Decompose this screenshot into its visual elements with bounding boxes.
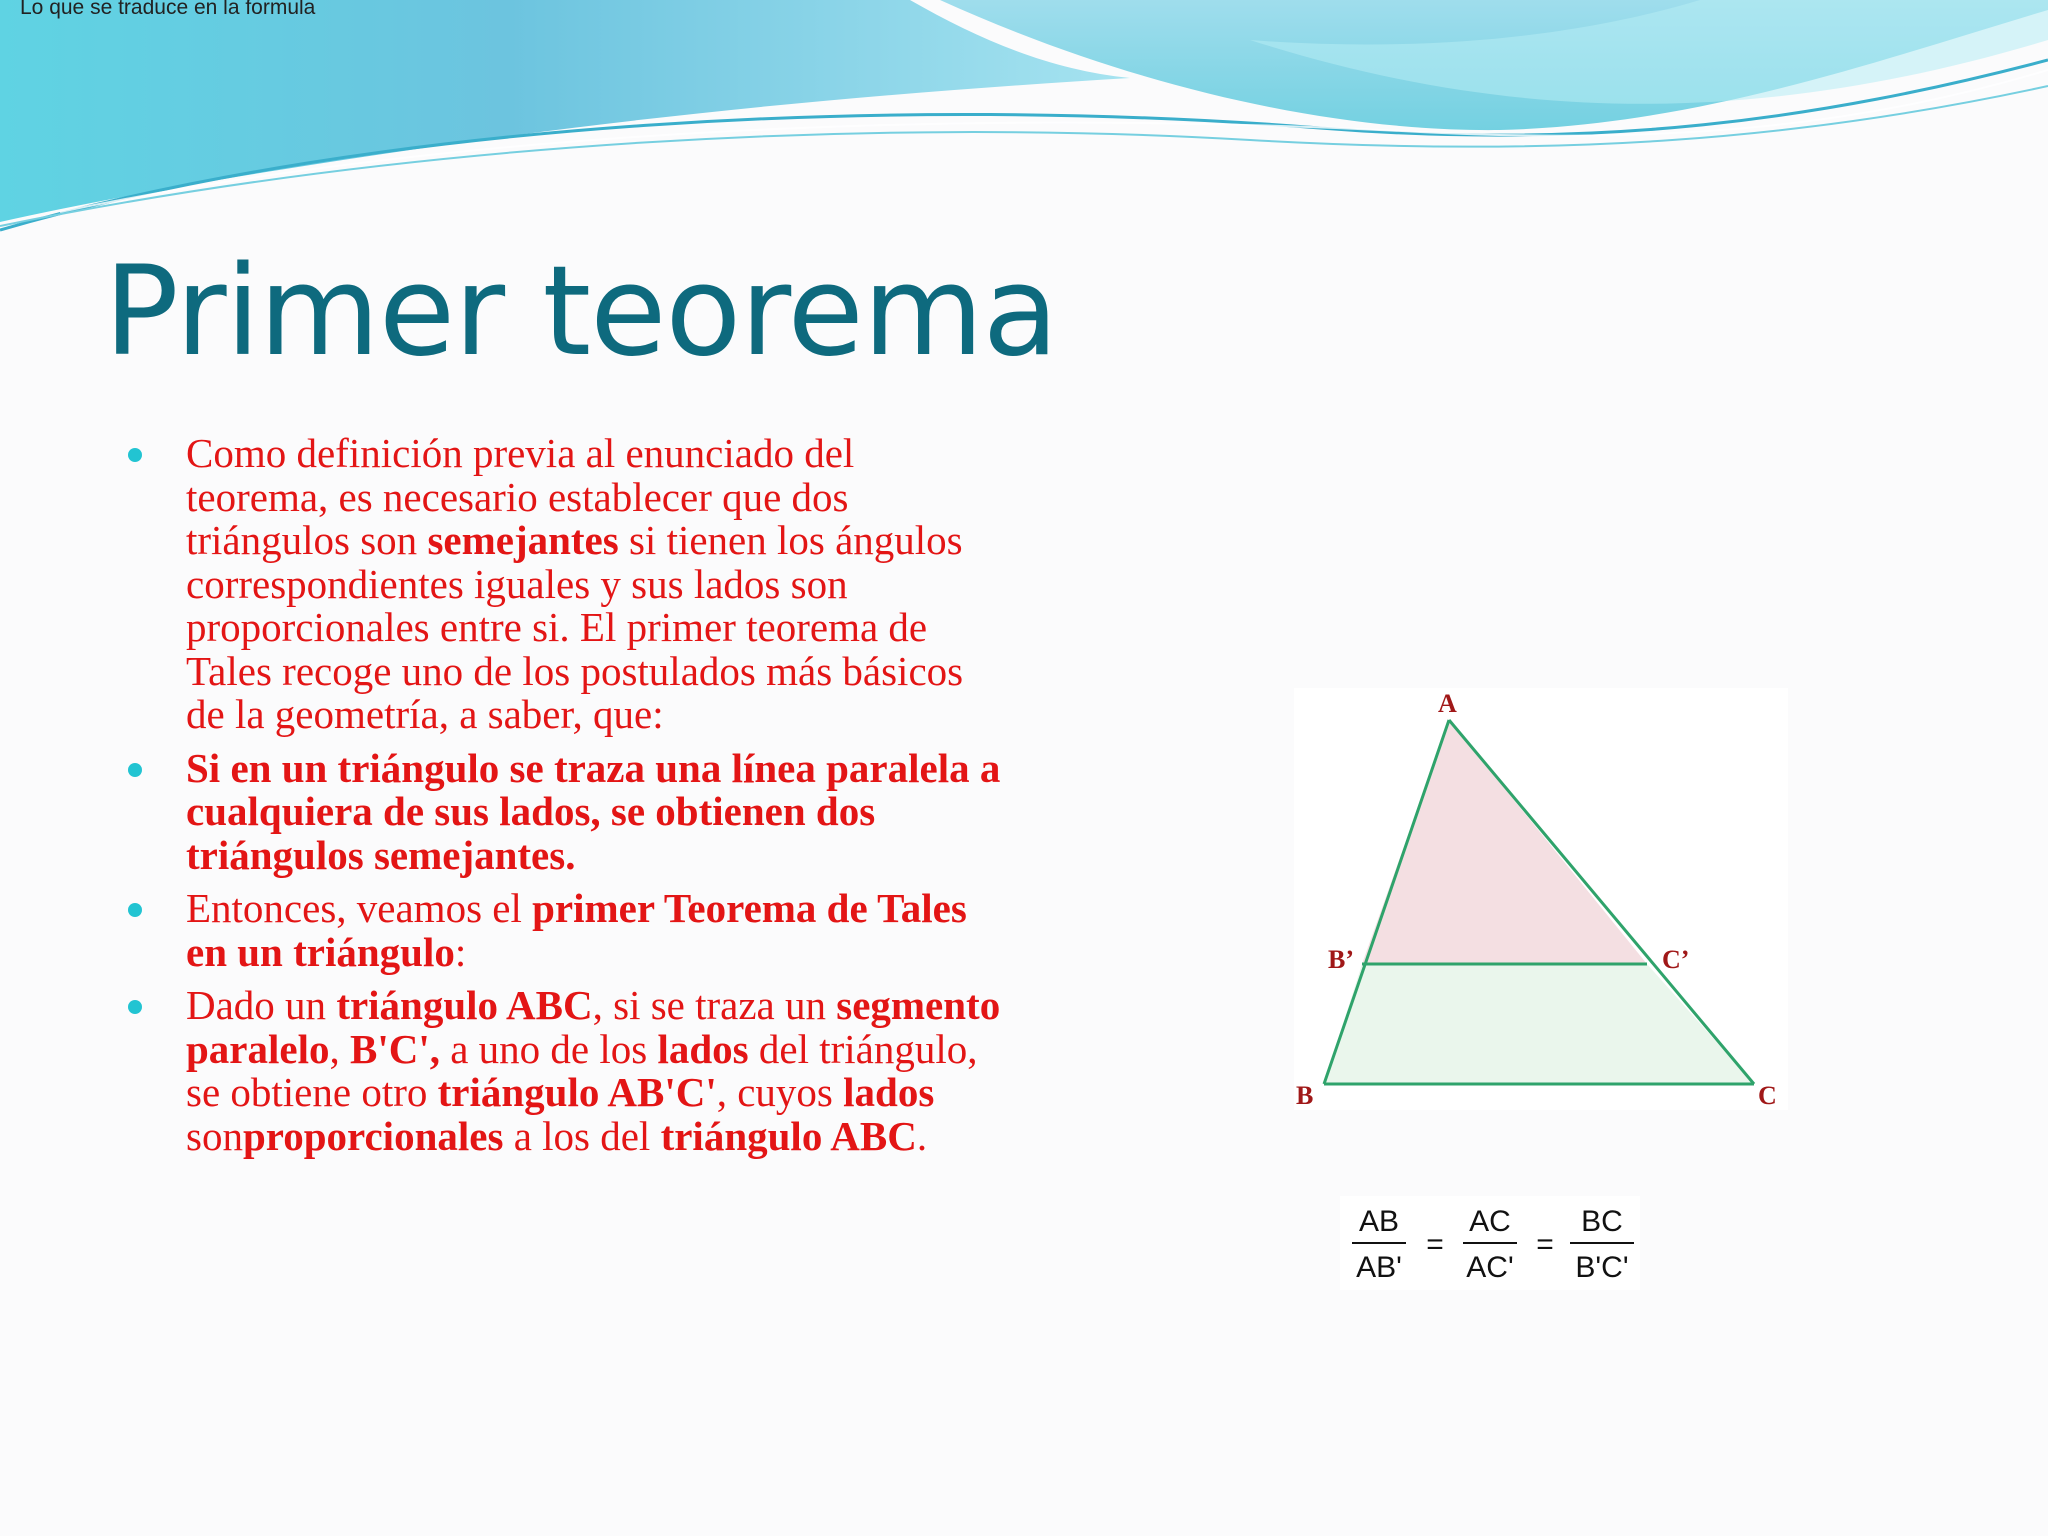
fraction-3-denominator: B'C'	[1575, 1251, 1629, 1284]
bold-text-run: triángulo ABC	[336, 982, 593, 1028]
bold-text-run: proporcionales	[242, 1112, 504, 1159]
text-run: Como definición previa al enunciado del teorema, es necesario establecer que dos triángulos son	[186, 430, 855, 563]
bold-text-run: triángulo ABC	[660, 1112, 917, 1159]
bullet-item	[124, 887, 1004, 974]
text-run: ,	[329, 1025, 350, 1072]
vertex-label-c: C	[1758, 1081, 1777, 1110]
header-note: Lo que se traduce en la formula	[20, 0, 316, 19]
vertex-label-c-prime: C’	[1662, 945, 1690, 974]
text-run: , si se traza un	[592, 982, 837, 1028]
fraction-1-denominator: AB'	[1356, 1251, 1402, 1284]
bullet-item	[124, 744, 1004, 878]
text-run: Entonces, veamos el	[186, 885, 533, 931]
bold-text-run: primer Teorema de Tales en un triángulo	[186, 885, 967, 975]
text-run: , cuyos	[716, 1069, 844, 1115]
text-run: a uno de los	[439, 1025, 658, 1072]
triangle-diagram	[1294, 688, 1788, 1110]
thales-triangle-figure	[1294, 688, 1788, 1110]
bold-text-run: Si en un triángulo se traza una línea paralela a cualquiera de sus lados, se obtienen dos triángulos semejantes.	[186, 744, 1001, 878]
vertex-label-a: A	[1438, 689, 1457, 718]
bold-text-run: lados	[657, 1025, 749, 1072]
text-run: Dado un	[186, 982, 337, 1028]
text-run: del triángulo, se obtiene otro	[186, 1025, 978, 1115]
bullet-list	[124, 432, 1004, 1168]
text-run: son	[186, 1112, 243, 1159]
lower-trapezoid-fill	[1324, 964, 1754, 1084]
bullet-item	[124, 432, 1004, 737]
formula-svg	[1340, 1196, 1640, 1290]
proportion-formula	[1340, 1196, 1640, 1290]
upper-triangle-fill	[1362, 720, 1647, 964]
equals-sign-2: =	[1536, 1228, 1554, 1261]
vertex-label-b: B	[1296, 1081, 1314, 1110]
text-run: :	[454, 928, 467, 975]
fraction-2-denominator: AC'	[1466, 1251, 1514, 1284]
bold-text-run: B'C',	[349, 1025, 440, 1072]
fraction-2-numerator: AC	[1469, 1205, 1511, 1238]
slide-title: Primer teorema	[104, 240, 1058, 384]
bold-text-run: semejantes	[427, 517, 619, 563]
bold-text-run: segmento paralelo	[186, 982, 1001, 1072]
text-run: a los del	[503, 1112, 661, 1159]
vertex-label-b-prime: B’	[1328, 945, 1354, 974]
bold-text-run: lados	[843, 1069, 935, 1115]
fraction-3-numerator: BC	[1581, 1205, 1623, 1238]
equals-sign-1: =	[1426, 1228, 1444, 1261]
text-run: si tienen los ángulos correspondientes iguales y sus lados son proporcionales entre si. El primer teorema de Tales recoge uno de los postulados más básicos de la geometría, a saber, que:	[186, 517, 964, 737]
bullet-item	[124, 984, 1004, 1158]
text-run: .	[916, 1112, 928, 1159]
bold-text-run: triángulo AB'C'	[437, 1069, 717, 1115]
fraction-1-numerator: AB	[1358, 1205, 1400, 1238]
header-wave-decoration	[0, 0, 2048, 240]
